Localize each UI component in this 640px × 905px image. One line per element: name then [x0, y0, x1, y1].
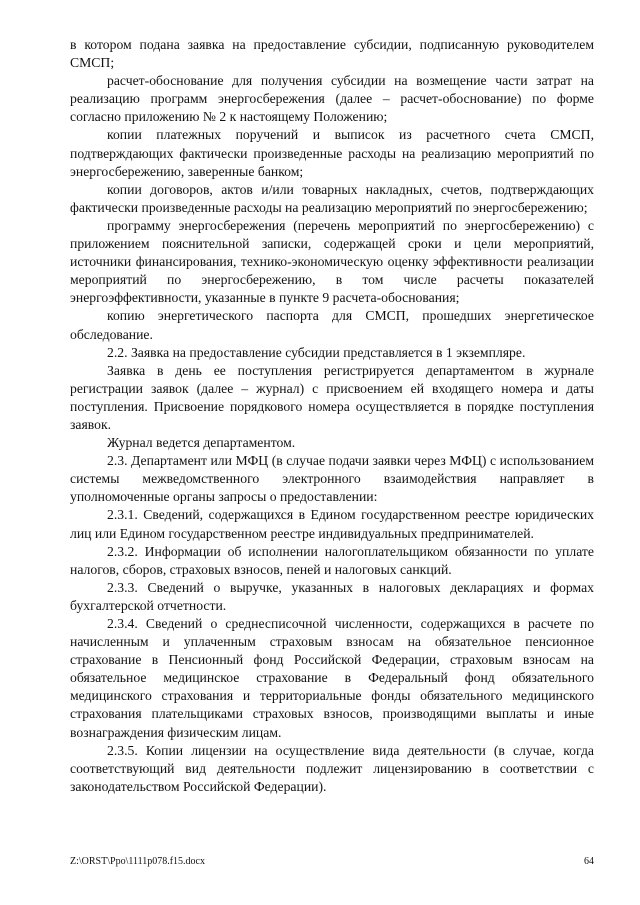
paragraph-passport: копию энергетического паспорта для СМСП, прошедших энергетическое обследование. [70, 308, 594, 342]
paragraph-payment-copies: копии платежных поручений и выписок из расчетного счета СМСП, подтверждающих фактически произведенные расходы на реализацию мероприятий по энергосбережению, заверенные банком; [70, 127, 594, 179]
footer-file-path: Z:\ORST\Ppo\1111p078.f15.docx [70, 856, 205, 867]
paragraph-2-3-1: 2.3.1. Сведений, содержащихся в Едином государственном реестре юридических лиц или Едином государственном реестре индивидуальных предпринимателей. [70, 507, 594, 541]
page-number: 64 [584, 856, 594, 867]
paragraph-program: программу энергосбережения (перечень мероприятий по энергосбережению) с приложением пояснительной записки, содержащей сроки и цели мероприятий, источники финансирования, технико-экономическую оценку эффективности реализации мероприятий по энергосбережению, в том числе расчеты показателей энергоэффективности, указанные в пункте 9 расчета-обоснования; [70, 217, 594, 306]
paragraph-2-3-4: 2.3.4. Сведений о среднесписочной численности, содержащихся в расчете по начисленным и уплаченным страховым взносам на обязательное пенсионное страхование в Пенсионный фонд Российской Федерации, страховым взносам на обязательное медицинское страхование в Федеральный фонд обязательного медицинского страхования и территориальные фонды обязательного медицинского страхования плательщиками страховых взносов, производящими выплаты и иные вознаграждения физическим лицам. [70, 616, 594, 740]
paragraph-2-2: 2.2. Заявка на предоставление субсидии представляется в 1 экземпляре. [107, 344, 526, 360]
document-body [70, 36, 594, 796]
paragraph-contract-copies: копии договоров, актов и/или товарных накладных, счетов, подтверждающих фактически произведенные расходы на реализацию мероприятий по энергосбережению; [70, 181, 594, 215]
paragraph-continuation: в котором подана заявка на предоставление субсидии, подписанную руководителем СМСП; [70, 37, 594, 71]
paragraph-2-3-2: 2.3.2. Информации об исполнении налогоплательщиком обязанности по уплате налогов, сборов, страховых взносов, пеней и налоговых санкций. [70, 543, 594, 577]
paragraph-2-3-3: 2.3.3. Сведений о выручке, указанных в налоговых декларациях и формах бухгалтерской отчетности. [70, 579, 594, 613]
paragraph-calculation: расчет-обоснование для получения субсидии на возмещение части затрат на реализацию программ энергосбережения (далее – расчет-обоснование) по форме согласно приложению № 2 к настоящему Положению; [70, 73, 594, 125]
paragraph-2-3: 2.3. Департамент или МФЦ (в случае подачи заявки через МФЦ) с использованием системы межведомственного электронного взаимодействия направляет в уполномоченные органы запросы о предоставлении: [70, 453, 594, 505]
page-footer [70, 856, 594, 867]
paragraph-journal: Журнал ведется департаментом. [107, 435, 296, 451]
paragraph-registration: Заявка в день ее поступления регистрируется департаментом в журнале регистрации заявок (далее – журнал) с присвоением ей входящего номера и даты поступления. Присвоение порядкового номера осуществляется в порядке поступления заявок. [70, 362, 594, 432]
paragraph-2-3-5: 2.3.5. Копии лицензии на осуществление вида деятельности (в случае, когда соответствующий вид деятельности подлежит лицензированию в соответствии с законодательством Российской Федерации). [70, 742, 594, 794]
